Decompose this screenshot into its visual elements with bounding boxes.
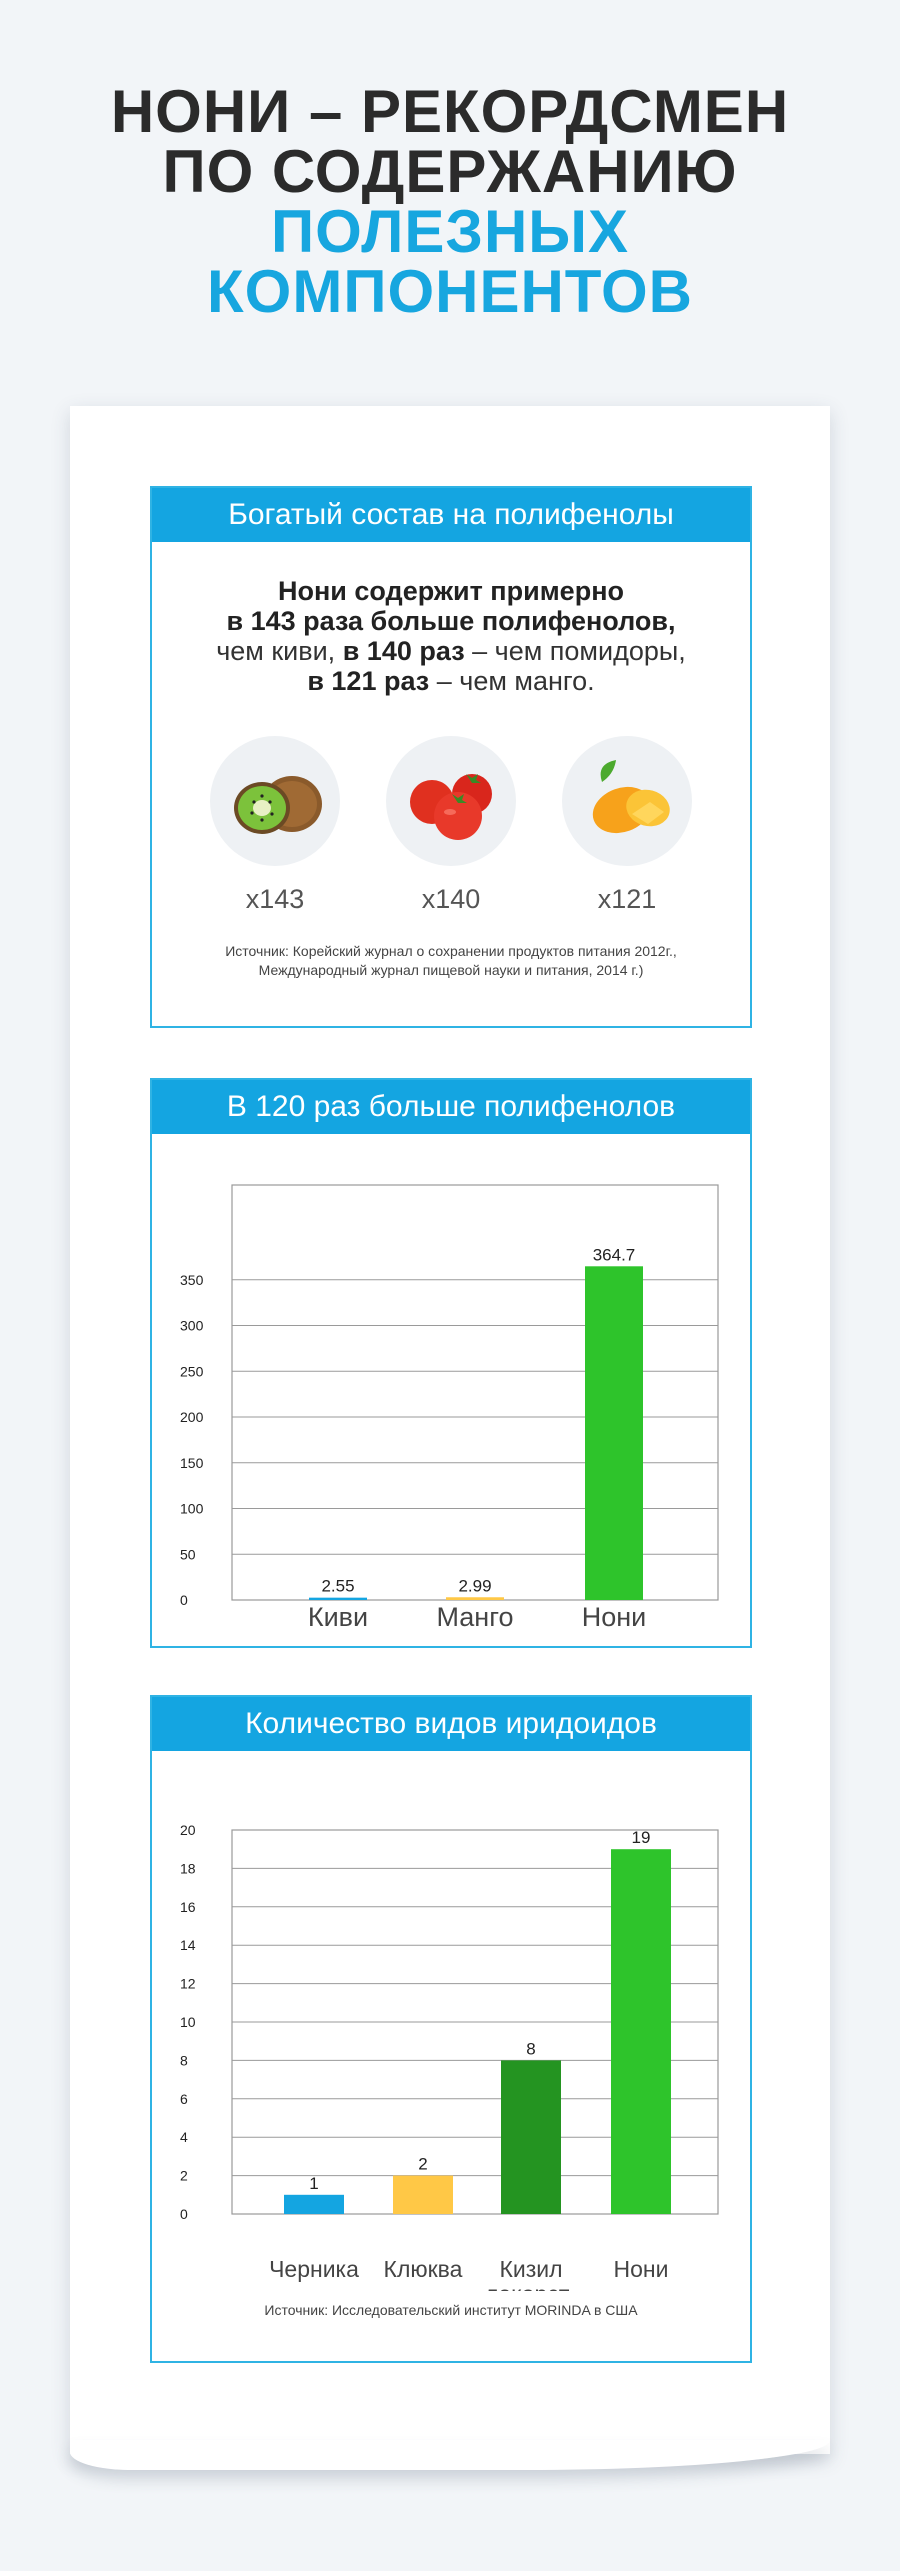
x-category-label (614, 2256, 669, 2282)
x-category-label-line: Киви (307, 1602, 369, 1632)
iridoid-bar-chart (152, 1751, 750, 2291)
kiwi-multiplier: x143 (245, 884, 305, 914)
bar-value-label: 2.99 (458, 1576, 492, 1596)
bar-value-label: 8 (526, 2039, 536, 2059)
y-tick-label: 200 (180, 1409, 204, 1425)
mango-icon (562, 736, 692, 866)
y-tick-label: 100 (180, 1500, 204, 1517)
bar (309, 1598, 367, 1600)
bar-value-label: 2.55 (321, 1576, 355, 1596)
sheet-curl (70, 2440, 830, 2470)
y-tick-label: 4 (180, 2129, 188, 2146)
kiwi-icon (210, 736, 340, 866)
x-category-label (582, 1602, 647, 1632)
page-title (0, 78, 900, 325)
lead-line-4a: в 121 раз (307, 666, 430, 696)
source-note (152, 942, 750, 980)
y-tick-label: 300 (180, 1317, 204, 1334)
y-tick-label: 0 (180, 1592, 188, 1608)
tomato-icon (386, 736, 516, 866)
polyphenol-bar-chart (152, 1134, 750, 1646)
card-header: Количество видов иридоидов (152, 1697, 750, 1751)
y-tick-label: 14 (180, 1937, 196, 1954)
y-tick-label: 150 (180, 1454, 204, 1471)
polyphenol-composition-card (150, 486, 752, 1028)
x-category-label-line: Кизил (499, 2256, 563, 2282)
iridoid-chart-card (150, 1695, 752, 2363)
title-line-4: КОМПОНЕНТОВ (207, 258, 693, 325)
y-tick-label: 2 (180, 2167, 188, 2184)
x-category-label-line: Манго (436, 1602, 514, 1632)
lead-text (152, 576, 750, 696)
lead-line-2: в 143 раза больше полифенолов, (226, 606, 676, 636)
y-tick-label: 50 (180, 1546, 196, 1563)
source-line-2: Международный журнал пищевой науки и питания, 2014 г.) (258, 962, 644, 978)
x-category-label (437, 1602, 514, 1632)
y-tick-label: 18 (180, 1860, 196, 1877)
title-line-3: ПОЛЕЗНЫХ (270, 198, 630, 265)
plot-frame (232, 1185, 718, 1600)
y-tick-label: 6 (180, 2090, 188, 2107)
x-category-label (384, 2256, 463, 2282)
x-category-label (269, 2256, 359, 2282)
y-tick-label: 0 (180, 2206, 188, 2222)
title-line-1: НОНИ – РЕКОРДСМЕН (110, 78, 790, 145)
y-tick-label: 250 (180, 1363, 204, 1380)
y-tick-label: 20 (180, 1822, 196, 1838)
x-category-label-line: Нони (613, 2256, 669, 2282)
y-tick-label: 16 (180, 1898, 196, 1915)
bar (501, 2060, 561, 2214)
lead-line-1: Нони содержит примерно (278, 576, 624, 606)
x-category-label-line: Нони (581, 1602, 647, 1632)
card-header: В 120 раз больше полифенолов (152, 1080, 750, 1134)
bar-value-label: 19 (631, 1828, 651, 1848)
bar-value-label: 364.7 (592, 1245, 636, 1265)
bar (611, 1849, 671, 2214)
source-line-1: Источник: Корейский журнал о сохранении продуктов питания 2012г., (225, 943, 677, 959)
y-tick-label: 8 (180, 2052, 188, 2069)
lead-line-3a: чем киви, (216, 636, 343, 666)
x-category-label (485, 2256, 577, 2291)
lead-line-3b: в 140 раз (342, 636, 465, 666)
bar (284, 2195, 344, 2214)
bar-value-label: 1 (309, 2173, 319, 2193)
source-note: Источник: Исследовательский институт MORINDA в США (264, 2302, 638, 2318)
title-line-2: ПО СОДЕРЖАНИЮ (162, 138, 738, 205)
y-tick-label: 12 (180, 1975, 196, 1992)
x-category-label-line (485, 2281, 577, 2291)
y-tick-label: 10 (180, 2014, 196, 2030)
card-header: Богатый состав на полифенолы (152, 488, 750, 542)
bar (393, 2176, 453, 2214)
mango-multiplier: x121 (597, 884, 657, 914)
tomato-multiplier: x140 (421, 884, 481, 914)
x-category-label (308, 1602, 368, 1632)
lead-line-3c: – чем помидоры, (464, 636, 686, 666)
bar-value-label: 2 (418, 2154, 428, 2174)
bar (585, 1266, 643, 1600)
y-tick-label: 350 (180, 1271, 204, 1288)
lead-line-4b: – чем манго. (429, 666, 595, 696)
x-category-label-line: Черника (269, 2256, 359, 2282)
polyphenol-chart-card (150, 1078, 752, 1648)
x-category-label-line: Клюква (383, 2256, 463, 2282)
bar (446, 1597, 504, 1600)
